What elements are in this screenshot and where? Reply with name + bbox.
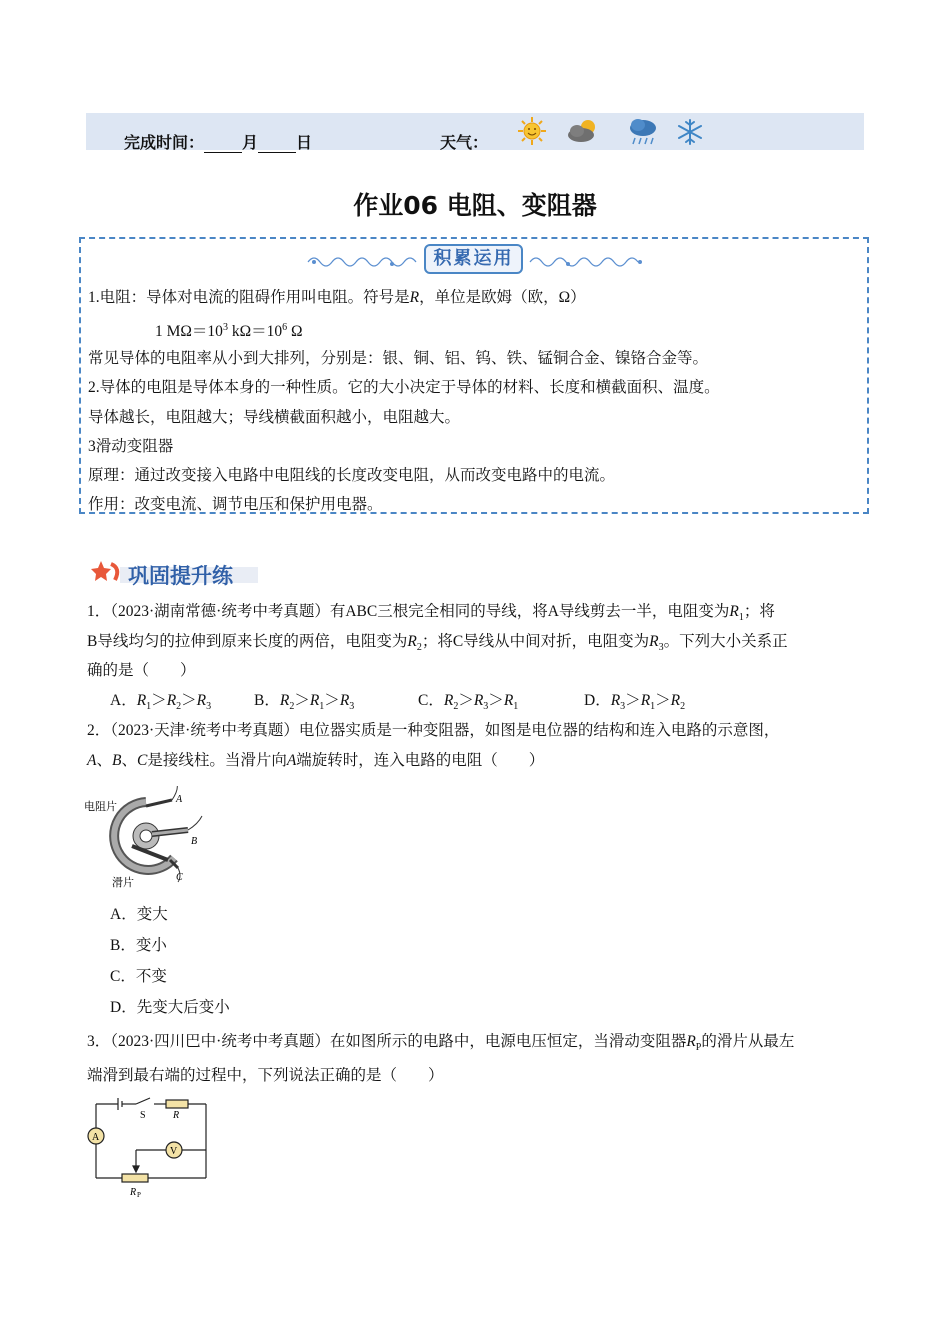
q1-option-a[interactable]: A．$R_1>R_2>R_3$ xyxy=(110,692,212,713)
ammeter-label: A xyxy=(92,1132,100,1143)
knowledge-line-6: 3滑动变阻器 xyxy=(88,438,174,455)
q1-option-d[interactable]: D．$R_3>R_1>R_2$ xyxy=(584,692,686,713)
q3-line-1: 3．（2023·四川巴中·统考中考真题）在如图所示的电路中，电源电压恒定，当滑动变阻器$R_P$的滑片从最左 xyxy=(87,1033,795,1054)
day-blank[interactable] xyxy=(258,138,296,153)
potentiometer-figure xyxy=(84,786,214,890)
knowledge-badge: 积累运用 xyxy=(424,244,523,274)
knowledge-line-5: 导体越长，电阻越大；导线横截面积越小，电阻越大。 xyxy=(88,409,461,426)
q3-line-2: 端滑到最右端的过程中，下列说法正确的是（ ） xyxy=(87,1067,444,1084)
resistor-strip-label: 电阻片 xyxy=(84,800,117,813)
rheostat-label: R xyxy=(130,1187,137,1198)
cloudy-icon[interactable] xyxy=(564,116,604,146)
knowledge-line-8: 作用：改变电流、调节电压和保护用电器。 xyxy=(88,496,383,513)
right-ornament xyxy=(528,250,646,270)
q1-option-b[interactable]: B．$R_2>R_1>R_3$ xyxy=(254,692,355,713)
circuit-diagram xyxy=(84,1094,216,1200)
q1-line-2: B导线均匀的拉伸到原来长度的两倍，电阻变为$R_2$；将C导线从中间对折，电阻变为$R_3$。下列大小关系正 xyxy=(87,633,788,654)
knowledge-line-3: 常见导体的电阻率从小到大排列，分别是：银、铜、铝、钨、铁、锰铜合金、镍铬合金等。 xyxy=(88,350,709,367)
sun-icon[interactable] xyxy=(514,115,550,147)
q2-option-d[interactable]: D．先变大后变小 xyxy=(110,999,230,1016)
terminal-a-label: A xyxy=(176,794,183,805)
section-title: 巩固提升练 xyxy=(128,564,233,588)
knowledge-line-4: 2.导体的电阻是导体本身的一种性质。它的大小决定于导体的材料、长度和横截面积、温度。 xyxy=(88,379,720,396)
star-icon xyxy=(89,558,123,586)
resistor-label: R xyxy=(173,1110,180,1121)
terminal-b-label: B xyxy=(191,836,198,847)
switch-label: S xyxy=(140,1110,146,1121)
q2-line-1: 2．（2023·天津·统考中考真题）电位器实质是一种变阻器，如图是电位器的结构和连入电路的示意图， xyxy=(87,722,780,739)
rheostat-subscript: P xyxy=(137,1191,141,1199)
snowflake-icon[interactable] xyxy=(676,118,704,146)
knowledge-line-2: 1 $M\Omega=10^3$ $k\Omega=10^6$ Ω xyxy=(155,322,303,341)
q2-option-b[interactable]: B．变小 xyxy=(110,937,167,954)
voltmeter-label: V xyxy=(170,1146,178,1157)
q2-option-c[interactable]: C．不变 xyxy=(110,968,167,985)
q2-line-2: A、B、C是接线柱。当滑片向A端旋转时，连入电路的电阻（ ） xyxy=(87,752,545,769)
knowledge-line-1: 1.电阻：导体对电流的阻碍作用叫电阻。符号是R，单位是欧姆（欧，Ω） xyxy=(88,289,586,306)
q1-line-1: 1．（2023·湖南常德·统考中考真题）有ABC三根完全相同的导线，将A导线剪去一半，电阻变为$R_1$；将 xyxy=(87,603,775,624)
q1-option-c[interactable]: C．$R_2>R_3>R_1$ xyxy=(418,692,519,713)
q2-option-a[interactable]: A．变大 xyxy=(110,906,168,923)
month-blank[interactable] xyxy=(204,138,242,153)
left-ornament xyxy=(306,250,421,270)
completion-time: 完成时间： 月 日 xyxy=(124,133,313,152)
page-title: 作业06 电阻、变阻器 xyxy=(353,191,597,220)
knowledge-line-7: 原理：通过改变接入电路中电阻线的长度改变电阻，从而改变电路中的电流。 xyxy=(88,467,616,484)
terminal-c-label: C xyxy=(176,872,183,883)
weather-label: 天气： xyxy=(440,133,489,152)
q1-line-3: 确的是（ ） xyxy=(87,662,196,679)
slider-label: 滑片 xyxy=(112,876,134,889)
rain-icon[interactable] xyxy=(626,116,660,148)
